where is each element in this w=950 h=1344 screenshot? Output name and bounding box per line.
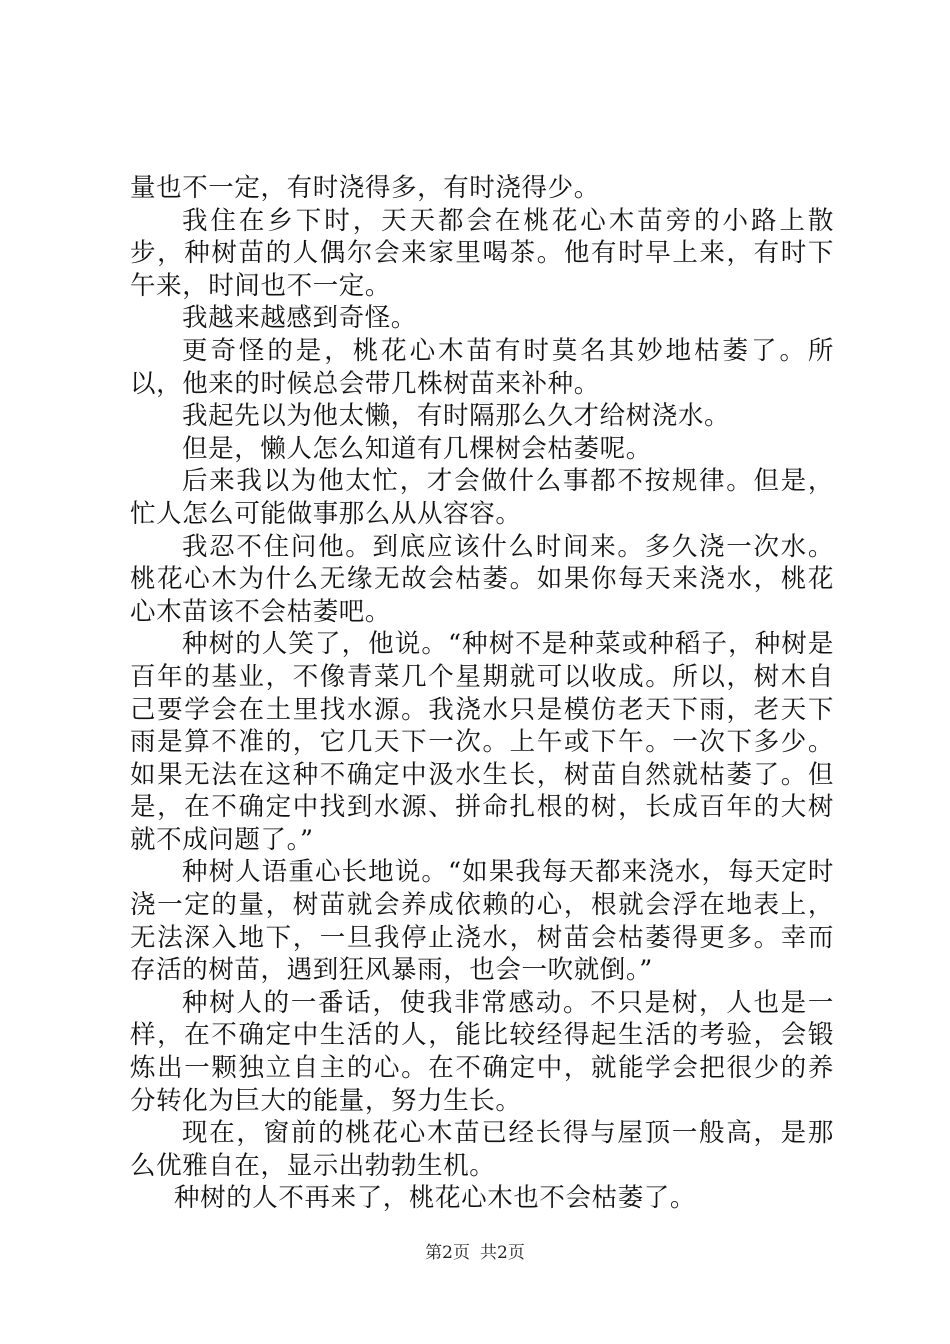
- page-footer: [0, 1242, 950, 1264]
- paragraph-1: 量也不一定，有时浇得多，有时浇得少。: [130, 173, 600, 203]
- paragraph-2: 我住在乡下时，天天都会在桃花心木苗旁的小路上散步，种树苗的人偶尔会来家里喝茶。他有时早上来，有时下午来，时间也不一定。: [130, 205, 834, 301]
- paragraph-3: 我越来越感到奇怪。: [182, 303, 417, 334]
- page-number-total: 共2页: [480, 1243, 525, 1263]
- document-body: [130, 172, 834, 1215]
- paragraph-13: 种树的人不再来了，桃花心木也不会枯萎了。: [174, 1183, 697, 1214]
- paragraph-12: 现在，窗前的桃花心木苗已经长得与屋顶一般高，是那么优雅自在，显示出勃勃生机。: [130, 1118, 834, 1181]
- paragraph-11: 种树人的一番话，使我非常感动。不只是树，人也是一样，在不确定中生活的人，能比较经得起生活的考验，会锻炼出一颗独立自主的心。在不确定中，就能学会把很少的养分转化为巨大的能量，努力生长。: [130, 987, 834, 1116]
- page-number-current: 第2页: [425, 1243, 470, 1263]
- paragraph-7: 后来我以为他太忙，才会做什么事都不按规律。但是，忙人怎么可能做事那么从从容容。: [130, 466, 834, 529]
- paragraph-5: 我起先以为他太懒，有时隔那么久才给树浇水。: [182, 401, 731, 432]
- paragraph-8: 我忍不住问他。到底应该什么时间来。多久浇一次水。桃花心木为什么无缘无故会枯萎。如果你每天来浇水，桃花心木苗该不会枯萎吧。: [130, 531, 834, 627]
- paragraph-10: 种树人语重心长地说。“如果我每天都来浇水，每天定时浇一定的量，树苗就会养成依赖的心，根就会浮在地表上，无法深入地下，一旦我停止浇水，树苗会枯萎得更多。幸而存活的树苗，遇到狂风暴雨，也会一吹就倒。”: [130, 857, 834, 986]
- paragraph-9: 种树的人笑了，他说。“种树不是种菜或种稻子，种树是百年的基业，不像青菜几个星期就可以收成。所以，树木自己要学会在土里找水源。我浇水只是模仿老天下雨，老天下雨是算不准的，它几天下一次。上午或下午。一次下多少。如果无法在这种不确定中汲水生长，树苗自然就枯萎了。但是，在不确定中找到水源、拼命扎根的树，长成百年的大树就不成问题了。”: [130, 629, 834, 855]
- paragraph-6: 但是，懒人怎么知道有几棵树会枯萎呢。: [182, 433, 652, 464]
- paragraph-4: 更奇怪的是，桃花心木苗有时莫名其妙地枯萎了。所以，他来的时候总会带几株树苗来补种。: [130, 335, 834, 399]
